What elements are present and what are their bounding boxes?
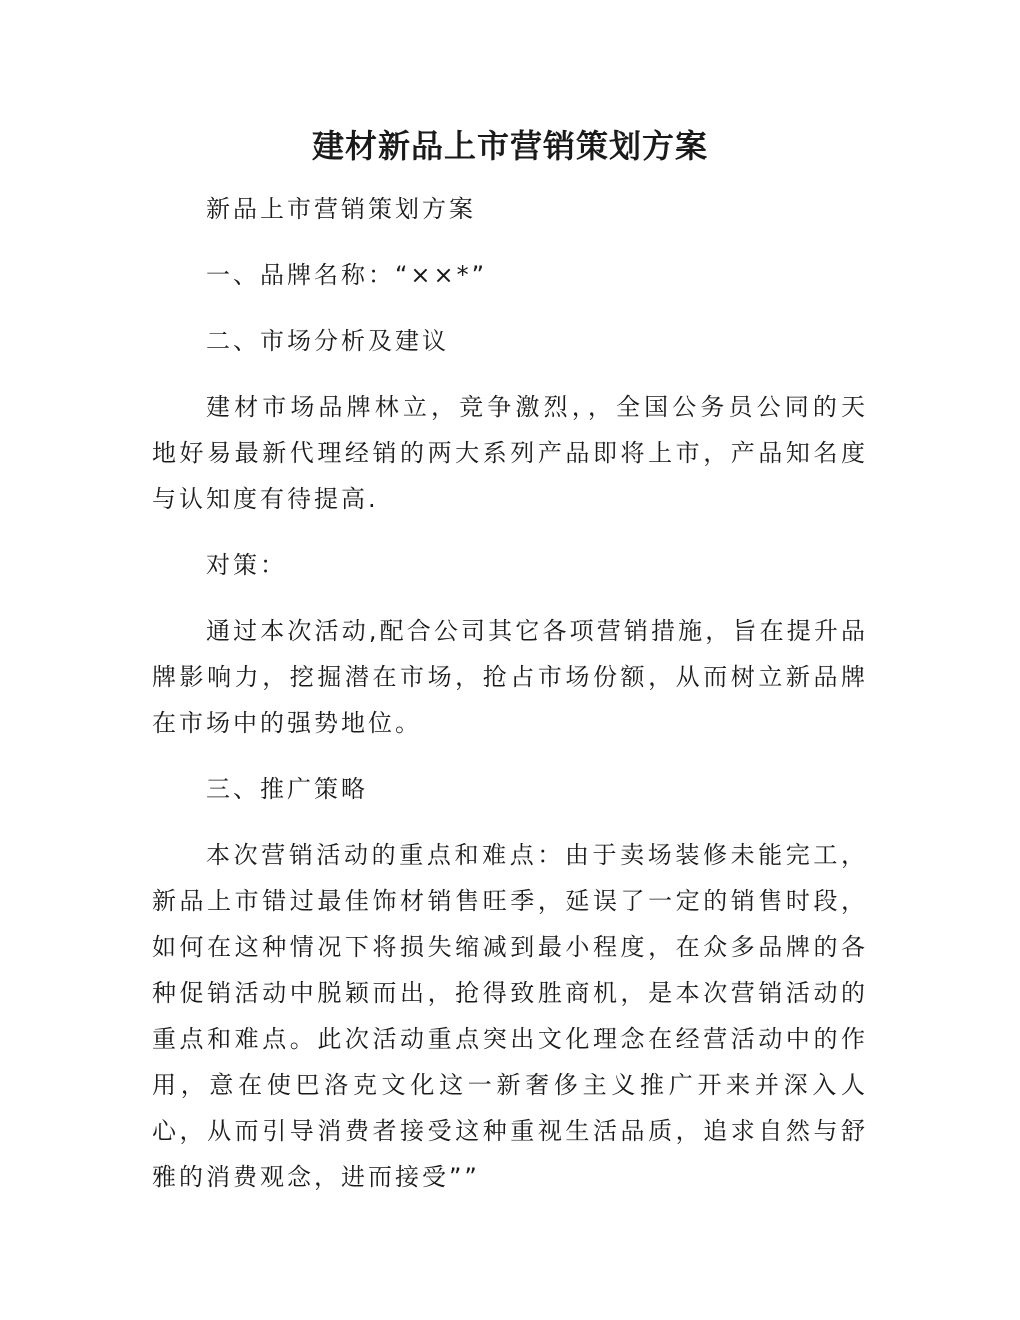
promotion-strategy-paragraph: 本次营销活动的重点和难点：由于卖场装修未能完工，新品上市错过最佳饰材销售旺季，延误了一定的销售时段，如何在这种情况下将损失缩减到最小程度，在众多品牌的各种促销活动中脱颖而出，抢得致胜商机，是本次营销活动的重点和难点。此次活动重点突出文化理念在经营活动中的作用，意在使巴洛克文化这一新奢侈主义推广开来并深入人心，从而引导消费者接受这种重视生活品质，追求自然与舒雅的消费观念，进而接受””	[152, 841, 868, 1191]
countermeasure-paragraph: 通过本次活动,配合公司其它各项营销措施，旨在提升品牌影响力，挖掘潜在市场，抢占市场份额，从而树立新品牌在市场中的强势地位。	[152, 617, 868, 737]
section-promotion-strategy-heading: 三、推广策略	[206, 775, 368, 803]
document-title: 建材新品上市营销策划方案	[311, 127, 708, 165]
countermeasure-heading: 对策：	[206, 551, 287, 579]
market-analysis-paragraph: 建材市场品牌林立，竞争激烈，，全国公务员公同的天地好易最新代理经销的两大系列产品即将上市，产品知名度与认知度有待提高.	[152, 393, 868, 513]
document-page	[152, 122, 868, 1220]
section-brand-name: 一、品牌名称：“××*”	[206, 261, 488, 289]
section-market-analysis-heading: 二、市场分析及建议	[206, 327, 449, 355]
subtitle-paragraph: 新品上市营销策划方案	[206, 195, 476, 223]
